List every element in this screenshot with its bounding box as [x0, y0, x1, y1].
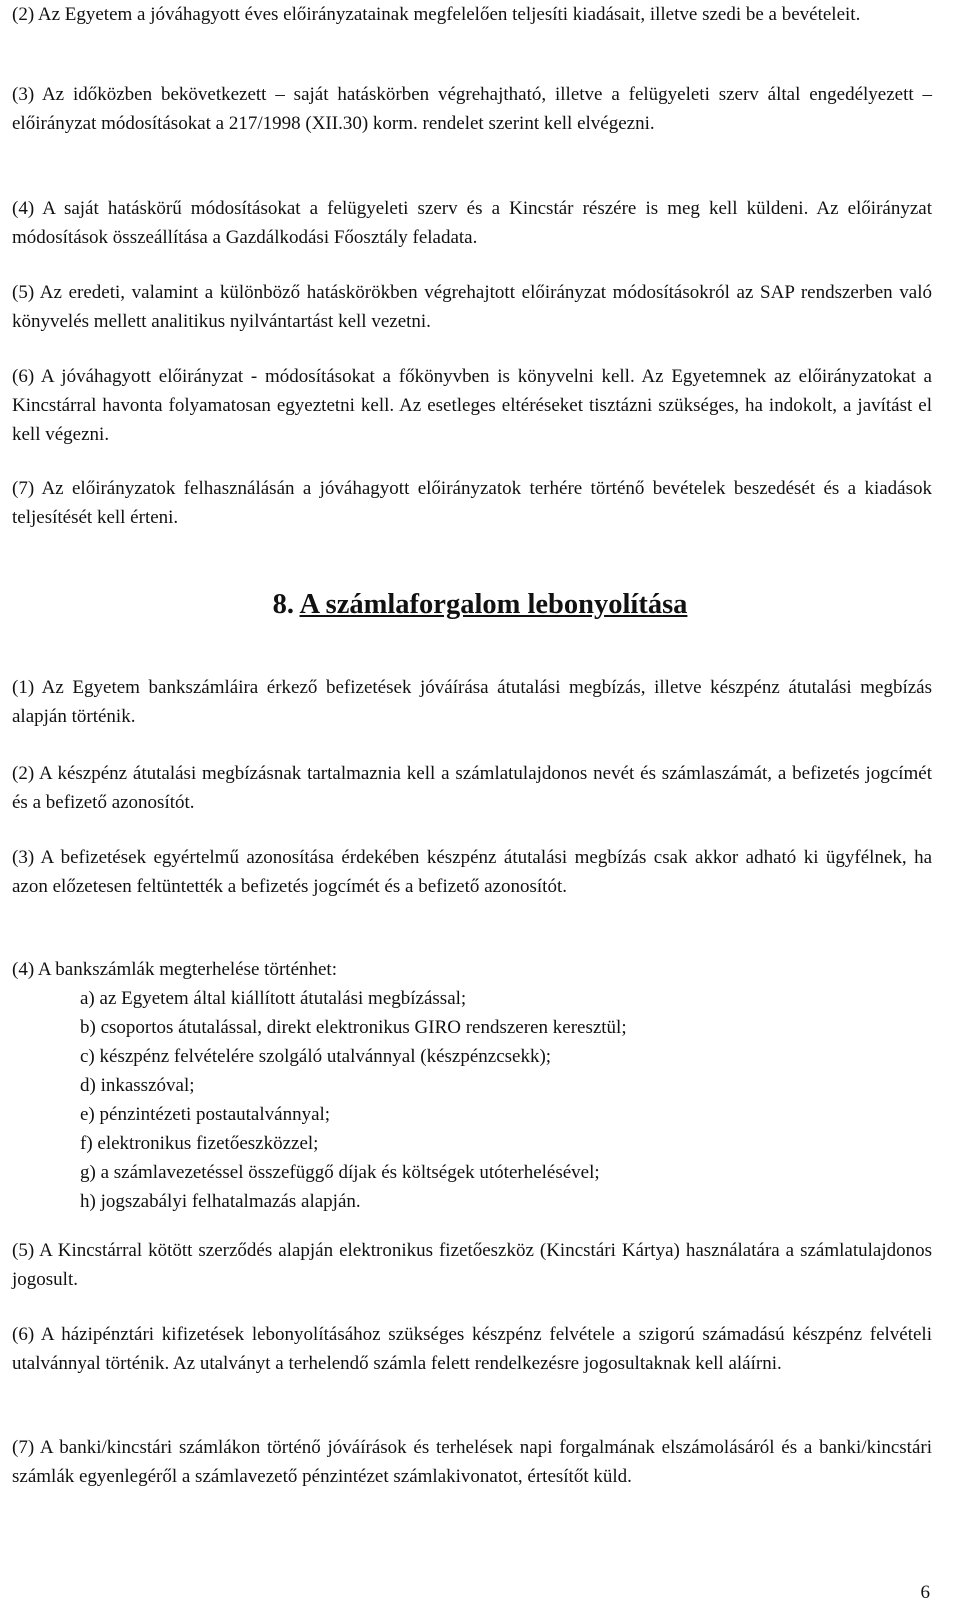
paragraph-3: (3) Az időközben bekövetkezett – saját hatáskörben végrehajtható, illetve a felügyeleti szerv által engedélyezett – előirányzat módosításokat a 217/1998 (XII.30) korm. rendelet szerint kell elvégezni.: [12, 84, 932, 134]
list-item: h) jogszabályi felhatalmazás alapján.: [80, 1191, 361, 1212]
list-item: c) készpénz felvételére szolgáló utalvánnyal (készpénzcsekk);: [80, 1046, 552, 1067]
list-item: g) a számlavezetéssel összefüggő díjak és költségek utóterhelésével;: [80, 1162, 600, 1183]
paragraph-2: (2) Az Egyetem a jóváhagyott éves előirányzatainak megfelelően teljesíti kiadásait, illetve szedi be a bevételeit.: [12, 4, 861, 25]
page-number: 6: [920, 1582, 930, 1603]
list-item: a) az Egyetem által kiállított átutalási megbízással;: [80, 988, 467, 1009]
paragraph-7: (7) Az előirányzatok felhasználásán a jóváhagyott előirányzatok terhére történő bevételek beszedését és a kiadások teljesítését kell érteni.: [12, 478, 932, 528]
paragraph-6: (6) A jóváhagyott előirányzat - módosításokat a főkönyvben is könyvelni kell. Az Egyetemnek az előirányzatokat a Kincstárral havonta folyamatosan egyeztetni kell. Az esetleges eltéréseket tisztázni szükséges, ha indokolt, a javítást el kell végezni.: [12, 366, 932, 445]
closing-paragraph-6: (6) A házipénztári kifizetések lebonyolításához szükséges készpénz felvétele a szigorú számadású készpénz felvételi utalvánnyal történik. Az utalványt a terhelendő számla felett rendelkezésre jogosultaknak kell aláírni.: [12, 1324, 932, 1374]
closing-paragraph-7: (7) A banki/kincstári számlákon történő jóváírások és terhelések napi forgalmának elszámolásáról és a banki/kincstári számlák egyenlegéről a számlavezető pénzintézet számlakivonatot, értesítőt küld.: [12, 1437, 932, 1487]
section-paragraph-3: (3) A befizetések egyértelmű azonosítása érdekében készpénz átutalási megbízás csak akkor adható ki ügyfélnek, ha azon előzetesen feltüntették a befizetés jogcímét és a befizető azonosítót.: [12, 847, 932, 897]
list-item: f) elektronikus fizetőeszközzel;: [80, 1133, 319, 1154]
closing-paragraph-5: (5) A Kincstárral kötött szerződés alapján elektronikus fizetőeszköz (Kincstári Kártya) használatára a számlatulajdonos jogosult.: [12, 1240, 932, 1290]
section-heading: [0, 590, 960, 619]
debit-methods-list: [80, 984, 940, 1216]
list-item: e) pénzintézeti postautalvánnyal;: [80, 1104, 331, 1125]
paragraph-4: (4) A saját hatáskörű módosításokat a felügyeleti szerv és a Kincstár részére is meg kell küldeni. Az előirányzat módosítások összeállítása a Gazdálkodási Főosztály feladata.: [12, 198, 932, 248]
paragraph-5: (5) Az eredeti, valamint a különböző hatáskörökben végrehajtott előirányzat módosításokról az SAP rendszerben való könyvelés mellett analitikus nyilvántartást kell vezetni.: [12, 282, 932, 332]
section-number: 8.: [272, 589, 294, 620]
section-paragraph-4: (4) A bankszámlák megterhelése történhet:: [12, 959, 337, 980]
section-title: A számlaforgalom lebonyolítása: [299, 589, 688, 620]
section-paragraph-2: (2) A készpénz átutalási megbízásnak tartalmaznia kell a számlatulajdonos nevét és számlaszámát, a befizetés jogcímét és a befizető azonosítót.: [12, 763, 932, 813]
section-paragraph-1: (1) Az Egyetem bankszámláira érkező befizetések jóváírása átutalási megbízás, illetve készpénz átutalási megbízás alapján történik.: [12, 677, 932, 727]
list-item: b) csoportos átutalással, direkt elektronikus GIRO rendszeren keresztül;: [80, 1017, 627, 1038]
list-item: d) inkasszóval;: [80, 1075, 195, 1096]
